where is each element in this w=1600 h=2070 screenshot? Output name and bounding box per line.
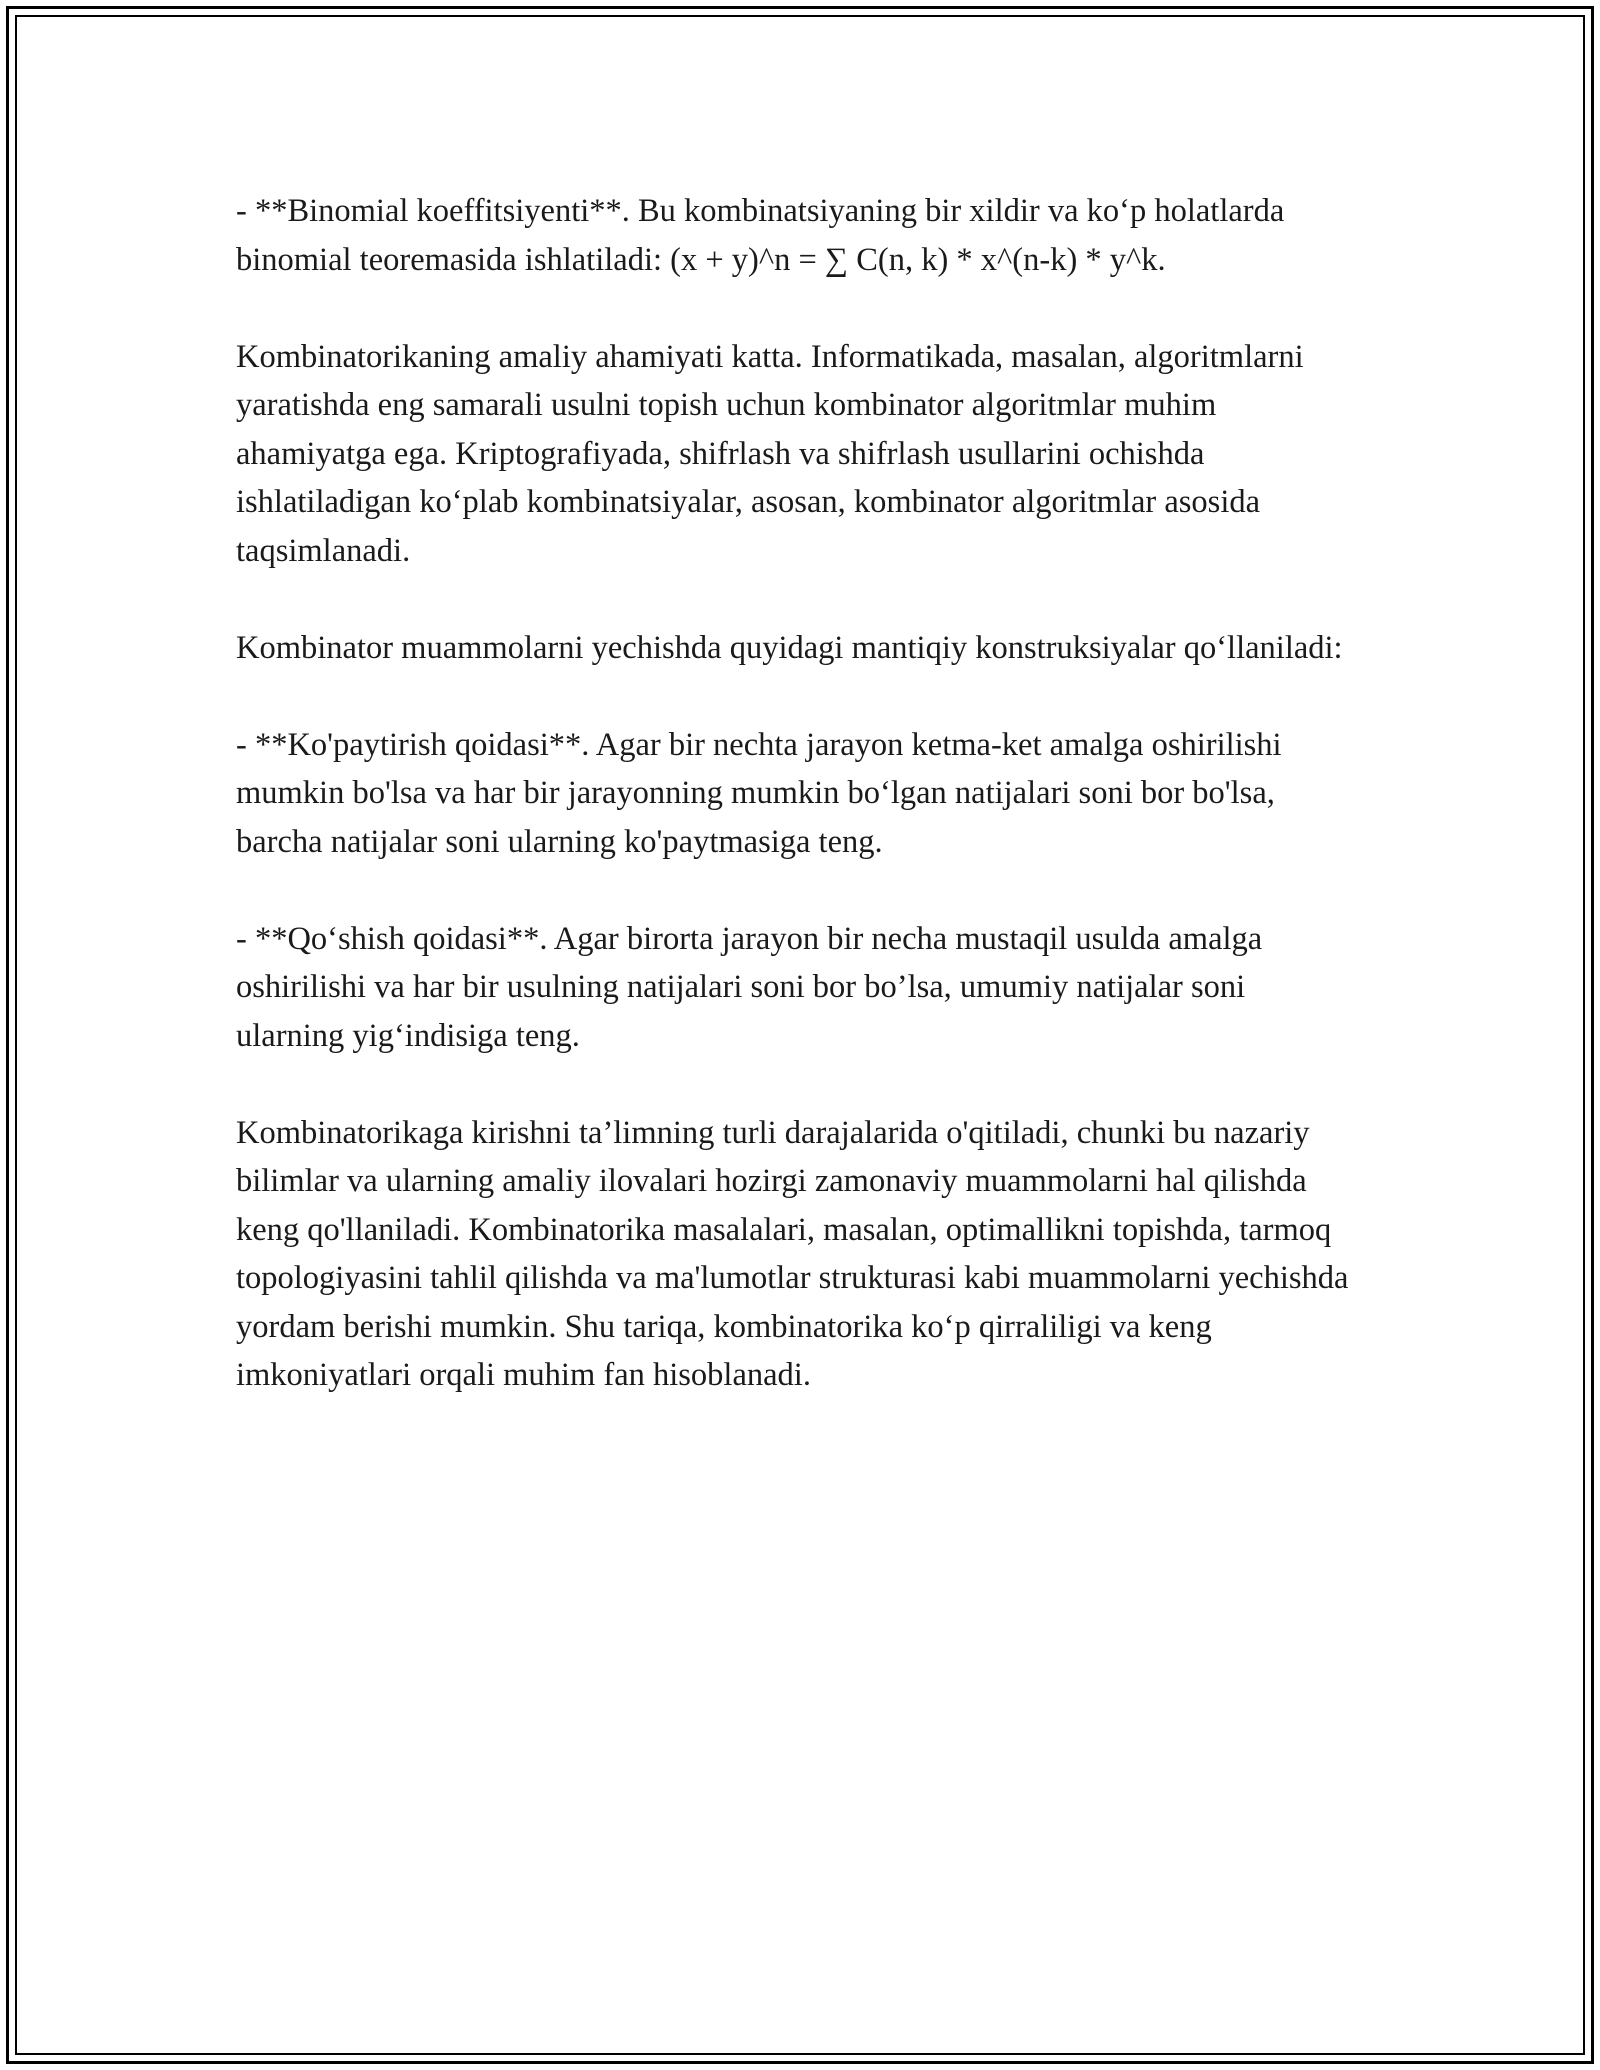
document-body xyxy=(236,187,1356,1400)
paragraph-practical-importance: Kombinatorikaning amaliy ahamiyati katta. Informatikada, masalan, algoritmlarni yaratishda eng samarali usulni topish uchun kombinator algoritmlar muhim ahamiyatga ega. Kriptografiyada, shifrlash va shifrlash usullarini ochishda ishlatiladigan ko‘plab kombinatsiyalar, asosan, kombinator algoritmlar asosida taqsimlanadi. xyxy=(236,338,1304,569)
paragraph-logical-constructs-intro: Kombinator muammolarni yechishda quyidagi mantiqiy konstruksiyalar qo‘llaniladi: xyxy=(236,629,1343,666)
paragraph-binomial-coefficient: - **Binomial koeffitsiyenti**. Bu kombinatsiyaning bir xildir va ko‘p holatlarda binomial teoremasida ishlatiladi: (x + y)^n = ∑ C(n, k) * x^(n-k) * y^k. xyxy=(236,193,1285,278)
paragraph-conclusion: Kombinatorikaga kirishni ta’limning turli darajalarida o'qitiladi, chunki bu nazariy bilimlar va ularning amaliy ilovalari hozirgi zamonaviy muammolarni hal qilishda keng qo'llaniladi. Kombinatorika masalalari, masalan, optimallikni topishda, tarmoq topologiyasini tahlil qilishda va ma'lumotlar strukturasi kabi muammolarni yechishda yordam berishi mumkin. Shu tariqa, kombinatorika ko‘p qirraliligi va keng imkoniyatlari orqali muhim fan hisoblanadi. xyxy=(236,1114,1349,1393)
paragraph-addition-rule: - **Qo‘shish qoidasi**. Agar birorta jarayon bir necha mustaqil usulda amalga oshirilishi va har bir usulning natijalari soni bor bo’lsa, umumiy natijalar soni ularning yig‘indisiga teng. xyxy=(236,920,1263,1054)
paragraph-multiplication-rule: - **Ko'paytirish qoidasi**. Agar bir nechta jarayon ketma-ket amalga oshirilishi mumkin bo'lsa va har bir jarayonning mumkin bo‘lgan natijalari soni bor bo'lsa, barcha natijalar soni ularning ko'paytmasiga teng. xyxy=(236,726,1282,860)
